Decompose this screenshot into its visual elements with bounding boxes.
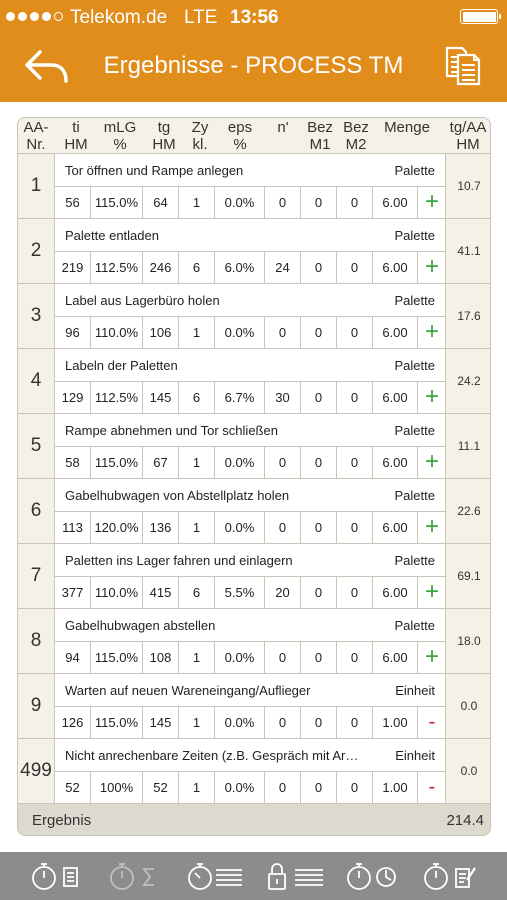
cell-tg: 246 xyxy=(143,252,179,284)
cell-mlg: 112.5% xyxy=(91,252,143,284)
cell-n: 0 xyxy=(265,707,301,739)
row-tg-aa: 0.0 xyxy=(460,699,478,713)
cell-bez-m1: 0 xyxy=(301,187,337,219)
cell-bez-m2: 0 xyxy=(337,382,373,414)
cell-eps: 0.0% xyxy=(215,317,265,349)
row-number: 1 xyxy=(30,175,42,196)
cell-bez-m1: 0 xyxy=(301,512,337,544)
row-values xyxy=(55,511,446,543)
row-values xyxy=(55,381,446,413)
cell-eps: 5.5% xyxy=(215,577,265,609)
stopwatch-clock-icon xyxy=(345,858,401,894)
cell-ti: 52 xyxy=(55,772,91,804)
cell-bez-m1: 0 xyxy=(301,382,337,414)
table-row[interactable] xyxy=(18,414,491,479)
cell-tg: 145 xyxy=(143,382,179,414)
plus-icon[interactable]: + xyxy=(424,318,439,345)
header-bez-m2: Bez M2 xyxy=(343,119,369,153)
row-number: 9 xyxy=(30,695,42,716)
table-header xyxy=(18,118,491,154)
table-row[interactable] xyxy=(18,284,491,349)
row-tg-aa: 0.0 xyxy=(460,764,478,778)
result-total: 214.4 xyxy=(446,812,484,829)
stopwatch-sum-icon xyxy=(108,858,160,894)
cell-eps: 0.0% xyxy=(215,707,265,739)
row-description: Gabelhubwagen von Abstellplatz holen xyxy=(65,488,290,503)
nav-bar xyxy=(0,34,507,102)
cell-ti: 126 xyxy=(55,707,91,739)
row-values xyxy=(55,316,446,348)
header-aa-nr: AA- Nr. xyxy=(23,119,49,153)
header-menge: Menge xyxy=(384,119,430,136)
stopwatch-list-icon xyxy=(186,858,244,894)
row-main xyxy=(54,284,446,348)
header-n: n' xyxy=(277,119,289,136)
row-tg-aa: 24.2 xyxy=(457,374,481,388)
tab-stopwatch-document[interactable] xyxy=(30,858,82,894)
cell-n: 0 xyxy=(265,772,301,804)
row-number: 6 xyxy=(30,500,42,521)
header-zy: Zy kl. xyxy=(191,119,209,153)
header-ti: ti HM xyxy=(64,119,88,153)
cell-tg: 64 xyxy=(143,187,179,219)
row-unit: Palette xyxy=(394,358,435,373)
row-number: 2 xyxy=(30,240,42,261)
cell-bez-m2: 0 xyxy=(337,187,373,219)
plus-icon[interactable]: + xyxy=(424,643,439,670)
header-mlg: mLG % xyxy=(103,119,137,153)
row-main xyxy=(54,154,446,218)
plus-icon[interactable]: + xyxy=(424,578,439,605)
cell-bez-m2: 0 xyxy=(337,317,373,349)
cell-mlg: 100% xyxy=(91,772,143,804)
table-row[interactable] xyxy=(18,349,491,414)
table-row[interactable] xyxy=(18,479,491,544)
row-number: 4 xyxy=(30,370,42,391)
row-description: Warten auf neuen Wareneingang/Auflieger xyxy=(65,683,311,698)
minus-icon[interactable]: - xyxy=(428,711,436,733)
cell-zy: 1 xyxy=(179,317,215,349)
cell-menge: 6.00 xyxy=(373,382,418,414)
cell-mlg: 115.0% xyxy=(91,707,143,739)
tab-lock-list[interactable] xyxy=(265,858,325,894)
cell-bez-m1: 0 xyxy=(301,252,337,284)
cell-mlg: 120.0% xyxy=(91,512,143,544)
row-tg-aa: 11.1 xyxy=(457,439,481,453)
stopwatch-document-icon xyxy=(30,858,82,894)
cell-mlg: 112.5% xyxy=(91,382,143,414)
tab-stopwatch-edit[interactable] xyxy=(422,858,478,894)
cell-zy: 6 xyxy=(179,252,215,284)
row-unit: Palette xyxy=(394,163,435,178)
cell-menge: 6.00 xyxy=(373,577,418,609)
row-main xyxy=(54,544,446,608)
row-tg-aa: 22.6 xyxy=(457,504,481,518)
signal-dot xyxy=(6,12,15,21)
cell-bez-m2: 0 xyxy=(337,642,373,674)
row-values xyxy=(55,251,446,283)
plus-icon[interactable]: + xyxy=(424,188,439,215)
cell-mlg: 110.0% xyxy=(91,317,143,349)
cell-bez-m2: 0 xyxy=(337,512,373,544)
cell-eps: 0.0% xyxy=(215,187,265,219)
cell-zy: 1 xyxy=(179,187,215,219)
signal-dot xyxy=(18,12,27,21)
results-table xyxy=(17,117,491,836)
row-description: Gabelhubwagen abstellen xyxy=(65,618,216,633)
header-eps: eps % xyxy=(227,119,253,153)
plus-icon[interactable]: + xyxy=(424,513,439,540)
table-row[interactable] xyxy=(18,154,491,219)
cell-menge: 6.00 xyxy=(373,317,418,349)
cell-tg: 108 xyxy=(143,642,179,674)
row-number: 3 xyxy=(30,305,42,326)
cell-bez-m2: 0 xyxy=(337,447,373,479)
plus-icon[interactable]: + xyxy=(424,448,439,475)
signal-dot xyxy=(42,12,51,21)
row-tg-aa: 69.1 xyxy=(457,569,481,583)
row-main xyxy=(54,609,446,673)
cell-n: 0 xyxy=(265,317,301,349)
row-main xyxy=(54,219,446,283)
cell-menge: 6.00 xyxy=(373,447,418,479)
row-unit: Palette xyxy=(394,488,435,503)
cell-zy: 1 xyxy=(179,707,215,739)
cell-n: 0 xyxy=(265,447,301,479)
tab-bar xyxy=(0,852,507,900)
row-main xyxy=(54,349,446,413)
cell-tg: 136 xyxy=(143,512,179,544)
row-unit: Palette xyxy=(394,228,435,243)
cell-zy: 6 xyxy=(179,577,215,609)
cell-eps: 0.0% xyxy=(215,642,265,674)
cell-bez-m1: 0 xyxy=(301,577,337,609)
row-description: Nicht anrechenbare Zeiten (z.B. Gespräch mit Ar… xyxy=(65,748,359,763)
status-bar xyxy=(0,0,507,34)
cell-bez-m2: 0 xyxy=(337,252,373,284)
table-row[interactable] xyxy=(18,609,491,674)
minus-icon[interactable]: - xyxy=(428,776,436,798)
cell-n: 0 xyxy=(265,187,301,219)
cell-bez-m2: 0 xyxy=(337,772,373,804)
cell-ti: 377 xyxy=(55,577,91,609)
status-time: 13:56 xyxy=(230,7,279,28)
cell-ti: 56 xyxy=(55,187,91,219)
cell-eps: 6.0% xyxy=(215,252,265,284)
header-bez-m1: Bez M1 xyxy=(307,119,333,153)
cell-ti: 96 xyxy=(55,317,91,349)
row-values xyxy=(55,771,446,803)
cell-bez-m1: 0 xyxy=(301,317,337,349)
cell-mlg: 115.0% xyxy=(91,447,143,479)
cell-mlg: 110.0% xyxy=(91,577,143,609)
cell-mlg: 115.0% xyxy=(91,187,143,219)
cell-ti: 113 xyxy=(55,512,91,544)
row-number: 8 xyxy=(30,630,42,651)
cell-bez-m1: 0 xyxy=(301,447,337,479)
cell-bez-m2: 0 xyxy=(337,577,373,609)
header-tg-aa: tg/AA HM xyxy=(449,119,487,153)
cell-ti: 58 xyxy=(55,447,91,479)
header-tg: tg HM xyxy=(152,119,176,153)
lock-list-icon xyxy=(265,858,325,894)
row-tg-aa: 18.0 xyxy=(457,634,481,648)
row-values xyxy=(55,576,446,608)
result-label: Ergebnis xyxy=(32,812,92,829)
signal-dot xyxy=(30,12,39,21)
cell-bez-m1: 0 xyxy=(301,772,337,804)
row-description: Labeln der Paletten xyxy=(65,358,178,373)
cell-n: 30 xyxy=(265,382,301,414)
table-row[interactable] xyxy=(18,219,491,284)
documents-icon[interactable] xyxy=(444,46,484,86)
cell-tg: 67 xyxy=(143,447,179,479)
row-values xyxy=(55,446,446,478)
cell-tg: 106 xyxy=(143,317,179,349)
row-description: Tor öffnen und Rampe anlegen xyxy=(65,163,244,178)
cell-n: 24 xyxy=(265,252,301,284)
table-row[interactable] xyxy=(18,674,491,739)
row-number: 7 xyxy=(30,565,42,586)
tab-stopwatch-list[interactable] xyxy=(186,858,244,894)
row-main xyxy=(54,479,446,543)
cell-zy: 1 xyxy=(179,447,215,479)
cell-menge: 6.00 xyxy=(373,252,418,284)
signal-dot xyxy=(54,12,63,21)
cell-n: 0 xyxy=(265,642,301,674)
cell-zy: 6 xyxy=(179,382,215,414)
cell-zy: 1 xyxy=(179,642,215,674)
row-unit: Palette xyxy=(394,293,435,308)
cell-zy: 1 xyxy=(179,772,215,804)
cell-n: 20 xyxy=(265,577,301,609)
table-row[interactable] xyxy=(18,739,491,804)
stopwatch-edit-icon xyxy=(422,858,478,894)
row-description: Label aus Lagerbüro holen xyxy=(65,293,220,308)
cell-menge: 1.00 xyxy=(373,707,418,739)
row-unit: Einheit xyxy=(395,683,435,698)
cell-bez-m1: 0 xyxy=(301,642,337,674)
cell-eps: 0.0% xyxy=(215,512,265,544)
row-description: Paletten ins Lager fahren und einlagern xyxy=(65,553,293,568)
signal-strength xyxy=(6,12,63,21)
cell-eps: 6.7% xyxy=(215,382,265,414)
battery-icon xyxy=(460,9,498,24)
row-main xyxy=(54,414,446,478)
cell-bez-m2: 0 xyxy=(337,707,373,739)
tab-stopwatch-sum[interactable] xyxy=(108,858,160,894)
row-number: 5 xyxy=(30,435,42,456)
row-number: 499 xyxy=(20,760,52,781)
table-row[interactable] xyxy=(18,544,491,609)
cell-eps: 0.0% xyxy=(215,772,265,804)
row-unit: Palette xyxy=(394,618,435,633)
cell-menge: 6.00 xyxy=(373,187,418,219)
network-type: LTE xyxy=(184,7,218,28)
row-tg-aa: 41.1 xyxy=(457,244,481,258)
cell-menge: 6.00 xyxy=(373,642,418,674)
row-main xyxy=(54,739,446,803)
cell-menge: 1.00 xyxy=(373,772,418,804)
row-unit: Einheit xyxy=(395,748,435,763)
result-footer xyxy=(18,804,491,836)
cell-menge: 6.00 xyxy=(373,512,418,544)
row-values xyxy=(55,641,446,673)
plus-icon[interactable]: + xyxy=(424,383,439,410)
row-description: Palette entladen xyxy=(65,228,159,243)
page-title: Ergebnisse - PROCESS TM xyxy=(103,52,404,79)
row-values xyxy=(55,186,446,218)
row-unit: Palette xyxy=(394,423,435,438)
row-tg-aa: 10.7 xyxy=(457,179,481,193)
cell-ti: 129 xyxy=(55,382,91,414)
cell-tg: 415 xyxy=(143,577,179,609)
cell-n: 0 xyxy=(265,512,301,544)
carrier-name: Telekom.de xyxy=(70,7,168,28)
cell-tg: 52 xyxy=(143,772,179,804)
plus-icon[interactable]: + xyxy=(424,253,439,280)
row-main xyxy=(54,674,446,738)
cell-mlg: 115.0% xyxy=(91,642,143,674)
cell-eps: 0.0% xyxy=(215,447,265,479)
cell-ti: 94 xyxy=(55,642,91,674)
row-values xyxy=(55,706,446,738)
row-tg-aa: 17.6 xyxy=(457,309,481,323)
cell-ti: 219 xyxy=(55,252,91,284)
row-description: Rampe abnehmen und Tor schließen xyxy=(65,423,278,438)
tab-stopwatch-clock[interactable] xyxy=(345,858,401,894)
cell-bez-m1: 0 xyxy=(301,707,337,739)
row-unit: Palette xyxy=(394,553,435,568)
cell-tg: 145 xyxy=(143,707,179,739)
cell-zy: 1 xyxy=(179,512,215,544)
